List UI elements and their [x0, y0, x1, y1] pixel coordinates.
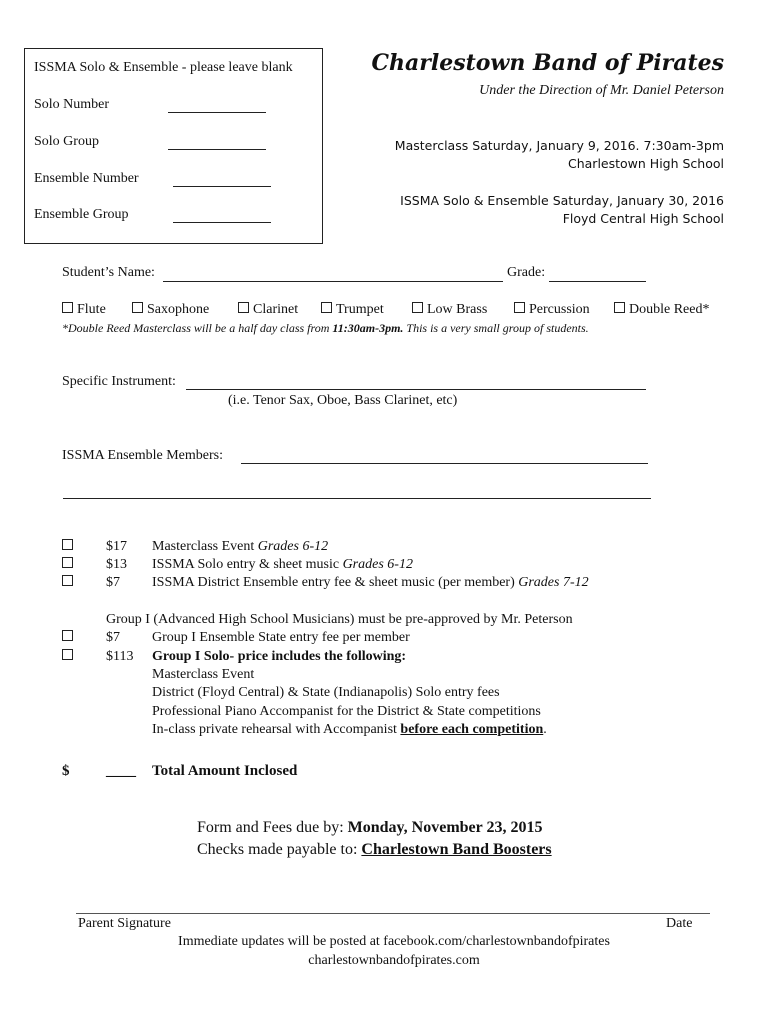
signature-line[interactable]	[76, 913, 710, 914]
grade-label: Grade:	[507, 265, 546, 280]
group1-include-1: Masterclass Event	[152, 667, 255, 682]
masterclass-location: Charlestown High School	[568, 156, 724, 171]
fee-issma-solo-checkbox[interactable]	[62, 557, 73, 568]
ensemble-members-field-2[interactable]	[63, 498, 651, 499]
solo-group-label: Solo Group	[34, 134, 99, 149]
fee-group1-solo-checkbox[interactable]	[62, 649, 73, 660]
ensemble-members-field[interactable]	[241, 463, 648, 464]
fee-group1-ensemble-price: $7	[106, 630, 120, 645]
clarinet-checkbox[interactable]	[238, 302, 249, 313]
double-reed-checkbox[interactable]	[614, 302, 625, 313]
specific-instrument-field[interactable]	[186, 389, 646, 390]
fee-row-district-ensemble: $7 ISSMA District Ensemble entry fee & sheet music (per member) Grades 7-12	[62, 575, 682, 593]
grade-field[interactable]	[549, 281, 646, 282]
instrument-trumpet[interactable]: Trumpet	[321, 302, 384, 318]
instrument-percussion[interactable]: Percussion	[514, 302, 590, 318]
total-dollar-sign: $	[62, 763, 70, 779]
low-brass-checkbox[interactable]	[412, 302, 423, 313]
fee-masterclass-checkbox[interactable]	[62, 539, 73, 550]
double-reed-note: *Double Reed Masterclass will be a half day class from 11:30am-3pm. This is a very small group of students.	[62, 321, 589, 335]
fee-row-group1-solo: $113 Group I Solo- price includes the following:	[62, 649, 682, 667]
percussion-checkbox[interactable]	[514, 302, 525, 313]
director-subtitle: Under the Direction of Mr. Daniel Peterson	[479, 83, 724, 98]
student-name-label: Student’s Name:	[62, 265, 155, 280]
group1-include-2: District (Floyd Central) & State (Indianapolis) Solo entry fees	[152, 685, 500, 700]
solo-number-field[interactable]	[168, 112, 266, 113]
solo-group-field[interactable]	[168, 149, 266, 150]
ensemble-number-label: Ensemble Number	[34, 171, 139, 186]
ensemble-number-field[interactable]	[173, 186, 271, 187]
fee-row-issma-solo: $13 ISSMA Solo entry & sheet music Grades 6-12	[62, 557, 682, 575]
instrument-clarinet[interactable]: Clarinet	[238, 302, 298, 318]
solo-number-label: Solo Number	[34, 97, 110, 112]
instrument-flute[interactable]: Flute	[62, 302, 106, 318]
fee-group1-ensemble-checkbox[interactable]	[62, 630, 73, 641]
ensemble-group-label: Ensemble Group	[34, 207, 129, 222]
due-date-line: Form and Fees due by: Monday, November 23, 2015	[197, 819, 543, 836]
total-amount-field[interactable]: ____	[106, 763, 136, 779]
parent-signature-label: Parent Signature	[78, 916, 171, 931]
fee-row-masterclass: $17 Masterclass Event Grades 6-12	[62, 539, 682, 557]
total-amount-label: Total Amount Inclosed	[152, 763, 298, 779]
fee-district-ensemble-checkbox[interactable]	[62, 575, 73, 586]
fee-group1-solo-price: $113	[106, 649, 134, 664]
issma-location: Floyd Central High School	[562, 211, 724, 226]
website-url: charlestownbandofpirates.com	[308, 953, 480, 968]
ensemble-members-label: ISSMA Ensemble Members:	[62, 448, 223, 463]
fee-district-ensemble-price: $7	[106, 575, 120, 590]
trumpet-checkbox[interactable]	[321, 302, 332, 313]
fee-row-group1-ensemble: $7 Group I Ensemble State entry fee per member	[62, 630, 682, 648]
band-title: Charlestown Band of Pirates	[371, 50, 724, 76]
instrument-saxophone[interactable]: Saxophone	[132, 302, 209, 318]
specific-instrument-label: Specific Instrument:	[62, 374, 176, 389]
group1-include-4: In-class private rehearsal with Accompanist before each competition.	[152, 722, 547, 737]
issma-date: ISSMA Solo & Ensemble Saturday, January 30, 2016	[400, 193, 724, 208]
group1-include-3: Professional Piano Accompanist for the District & State competitions	[152, 704, 541, 719]
updates-note: Immediate updates will be posted at facebook.com/charlestownbandofpirates	[178, 934, 610, 949]
fee-masterclass-price: $17	[106, 539, 127, 554]
signature-date-label: Date	[666, 916, 693, 931]
issma-box-heading: ISSMA Solo & Ensemble - please leave blank	[34, 60, 293, 75]
masterclass-date: Masterclass Saturday, January 9, 2016. 7:30am-3pm	[394, 138, 724, 153]
ensemble-group-field[interactable]	[173, 222, 271, 223]
student-name-field[interactable]	[163, 281, 503, 282]
instrument-double-reed[interactable]: Double Reed*	[614, 302, 709, 318]
fee-issma-solo-price: $13	[106, 557, 127, 572]
specific-instrument-hint: (i.e. Tenor Sax, Oboe, Bass Clarinet, etc)	[228, 393, 458, 408]
group1-note: Group I (Advanced High School Musicians) must be pre-approved by Mr. Peterson	[106, 612, 573, 627]
saxophone-checkbox[interactable]	[132, 302, 143, 313]
payable-line: Checks made payable to: Charlestown Band Boosters	[197, 841, 552, 858]
flute-checkbox[interactable]	[62, 302, 73, 313]
issma-office-box	[24, 48, 323, 244]
instrument-low-brass[interactable]: Low Brass	[412, 302, 487, 318]
